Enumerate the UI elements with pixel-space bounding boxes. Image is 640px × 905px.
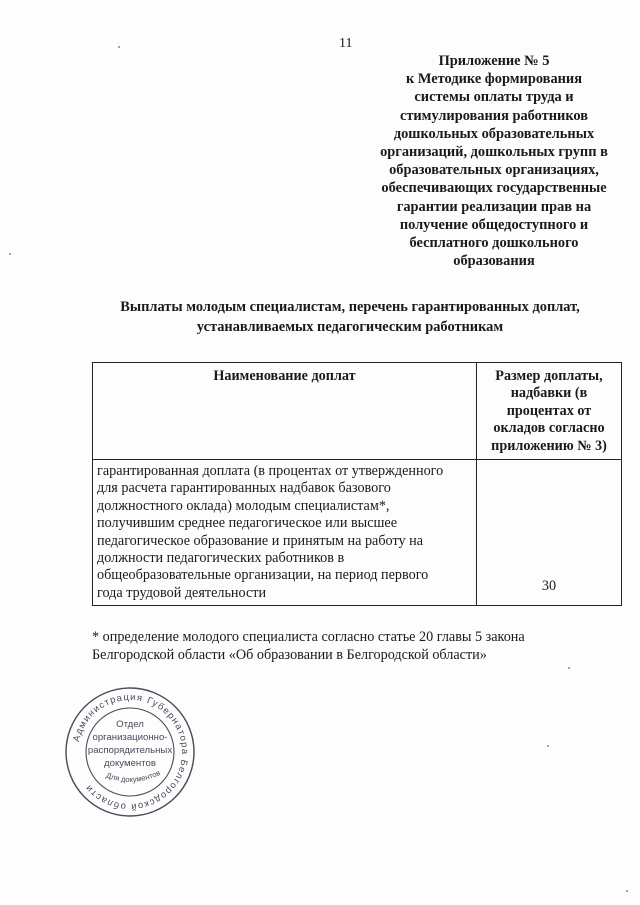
page-number: 11 <box>339 36 353 51</box>
appendix-line: бесплатного дошкольного <box>409 235 579 252</box>
scan-speck <box>626 890 628 892</box>
stamp-center-line: распорядительных <box>87 745 173 756</box>
stamp-center-line: Отдел <box>116 719 144 730</box>
appendix-header <box>358 52 630 270</box>
description-line: общеобразовательные организации, на период первого <box>97 567 429 584</box>
appendix-line: гарантии реализации прав на <box>396 198 592 215</box>
description-line: для расчета гарантированных надбавок базового <box>97 480 391 497</box>
description-line: гарантированная доплата (в процентах от утвержденного <box>97 463 444 480</box>
appendix-line: к Методике формирования <box>405 71 583 88</box>
description-line: года трудовой деятельности <box>97 584 267 601</box>
header-size-line: приложению № 3) <box>491 437 607 454</box>
appendix-line: образовательных организациях, <box>389 162 599 179</box>
payment-value: 30 <box>477 460 622 606</box>
stamp-center-line: организационно- <box>92 732 168 743</box>
header-size-line: окладов согласно <box>493 420 605 437</box>
table-header-row <box>93 363 622 460</box>
header-name: Наименование доплат <box>93 363 477 460</box>
appendix-line: получение общедоступного и <box>399 216 589 233</box>
document-title <box>60 297 640 337</box>
title-line: устанавливаемых педагогическим работникам <box>196 319 504 335</box>
appendix-line: образования <box>453 253 535 270</box>
payment-description <box>93 460 477 606</box>
description-line: должности педагогических работников в <box>97 550 345 567</box>
footnote-line: * определение молодого специалиста согласно статье 20 главы 5 закона <box>92 629 525 645</box>
title-line: Выплаты молодым специалистам, перечень гарантированных доплат, <box>120 299 580 315</box>
header-size-line: процентах от <box>506 402 592 419</box>
description-line: должностного оклада) молодым специалистам*, <box>97 497 390 514</box>
header-size-line: Размер доплаты, <box>495 368 603 384</box>
table-row <box>93 460 622 606</box>
appendix-line: стимулирования работников <box>399 107 589 124</box>
scan-speck <box>118 46 120 48</box>
description-line: педагогическое образование и принятым на работу на <box>97 532 423 549</box>
stamp-ring-text: Администрация Губернатора Белгородской области <box>70 690 192 814</box>
appendix-line: дошкольных образовательных <box>393 125 595 142</box>
scan-speck <box>547 745 549 747</box>
scan-speck <box>9 253 11 255</box>
footnote-line: Белгородской области «Об образовании в Белгородской области» <box>92 647 487 663</box>
description-line: получившим среднее педагогическое или высшее <box>97 515 398 532</box>
scan-speck <box>568 667 570 669</box>
payments-table <box>92 362 622 606</box>
official-stamp <box>63 685 197 819</box>
appendix-line: обеспечивающих государственные <box>381 180 607 197</box>
appendix-line: Приложение № 5 <box>438 53 550 69</box>
stamp-center-line: документов <box>104 758 156 769</box>
appendix-line: организаций, дошкольных групп в <box>380 144 608 161</box>
header-size <box>477 363 622 460</box>
header-size-line: надбавки (в <box>510 385 588 402</box>
stamp-bottom-text: Для документов <box>104 768 162 785</box>
footnote <box>92 628 632 664</box>
appendix-line: системы оплаты труда и <box>414 89 574 106</box>
